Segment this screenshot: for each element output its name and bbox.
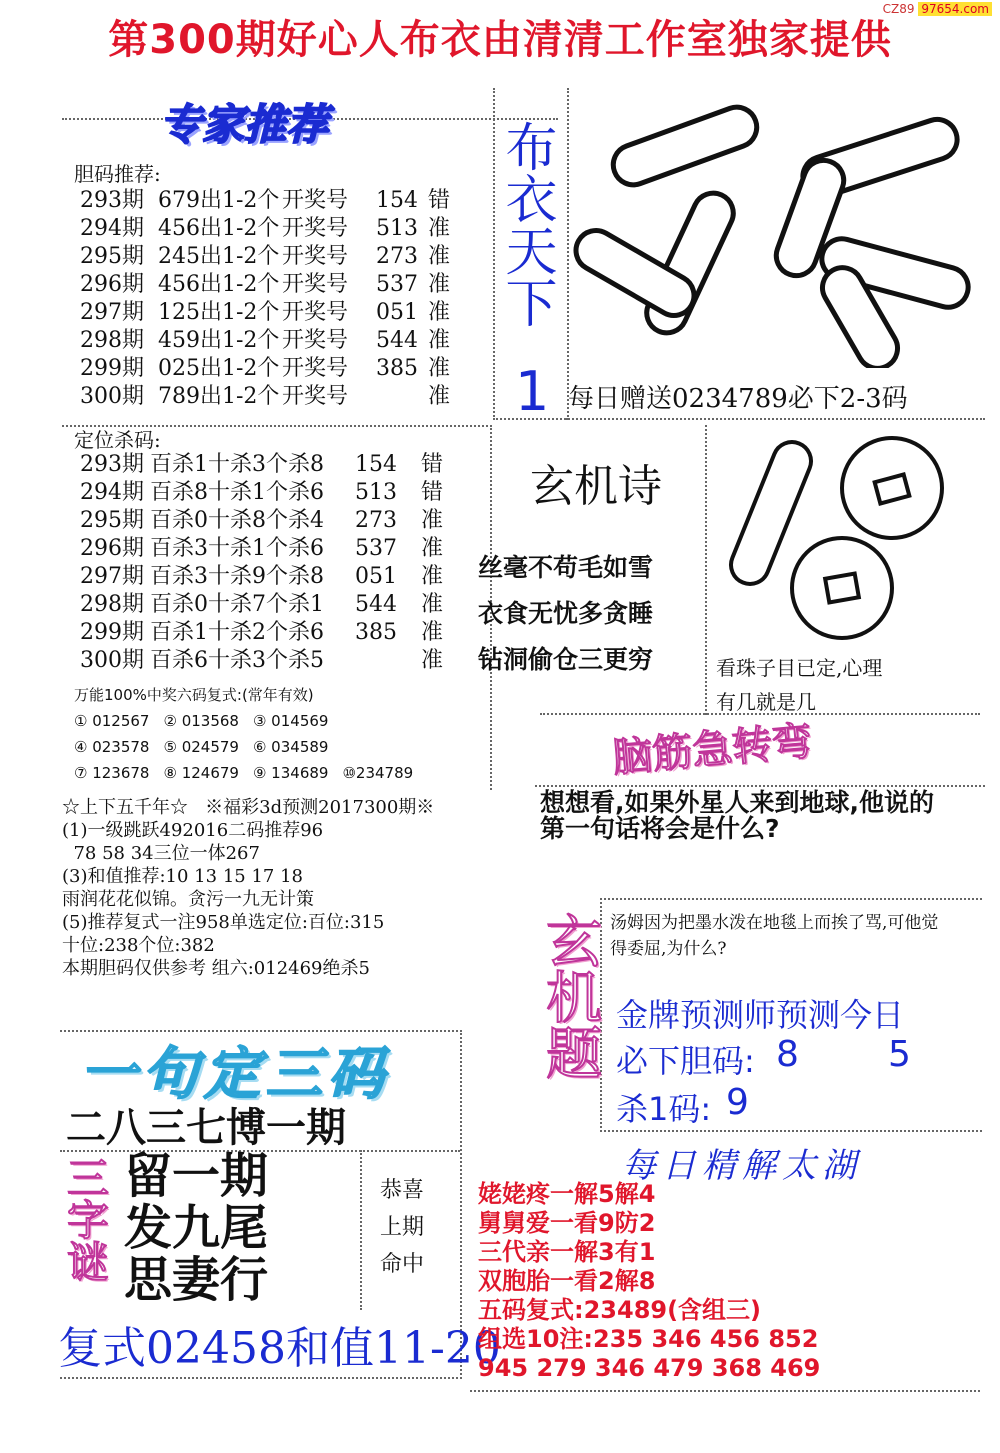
dan-verdict: 准: [428, 216, 451, 241]
history-line: (3)和值推荐:10 13 15 17 18: [62, 866, 303, 887]
watermark-site: 97654.com: [918, 2, 992, 16]
dan-label: 开奖号: [282, 188, 349, 213]
kill-row: [80, 535, 490, 563]
riddle-line: 思妻行: [124, 1252, 269, 1308]
history-line: 雨润花花似锦。贪污一九无计策: [62, 889, 314, 910]
dan-result: 154: [376, 188, 418, 213]
congrats-frame: [360, 1150, 362, 1310]
buyi-vertical-text: 布衣天下: [496, 120, 556, 328]
kill-pick: 百杀0十杀7个杀1: [150, 592, 324, 617]
kill-result: 544: [355, 592, 397, 617]
dan-verdict: 准: [428, 300, 451, 325]
riddle-vertical-heading: 玄机题: [537, 912, 602, 1080]
kill-result: 273: [355, 508, 397, 533]
combo-item: ③ 014569: [252, 712, 329, 730]
oneline-phrase: 二八三七博一期: [66, 1105, 346, 1151]
dan-label: 开奖号: [282, 356, 349, 381]
taihu-line: 姥姥疼一解5解4: [478, 1180, 656, 1208]
congrats-line: 命中: [380, 1252, 425, 1277]
poem-heading: 玄机诗: [530, 461, 662, 512]
dan-result: 385: [376, 356, 418, 381]
dan-period: 295期: [80, 244, 144, 269]
combo-item: ⑨ 134689: [252, 764, 329, 782]
kill-period: 293期: [80, 452, 144, 477]
dan-row: [80, 327, 480, 355]
dan-verdict: 准: [428, 272, 451, 297]
dan-result: 513: [376, 216, 418, 241]
dan-label: 开奖号: [282, 216, 349, 241]
history-line: 78 58 34三位一体267: [62, 843, 260, 864]
gift-underline: [565, 418, 985, 420]
kill-pick: 百杀3十杀9个杀8: [150, 564, 324, 589]
dan-period: 296期: [80, 272, 144, 297]
kill-period: 298期: [80, 592, 144, 617]
dan-result: 273: [376, 244, 418, 269]
riddle-line: 留一期: [124, 1148, 269, 1204]
dan-label: 开奖号: [282, 300, 349, 325]
kill-period: 299期: [80, 620, 144, 645]
daily-gift: 每日赠送0234789必下2-3码: [568, 384, 908, 414]
combo-item: ⑦ 123678: [74, 764, 150, 782]
dan-row: [80, 187, 480, 215]
taihu-heading: 每日精解太湖: [622, 1146, 862, 1186]
dan-verdict: 错: [428, 188, 451, 213]
dan-verdict: 准: [428, 384, 451, 409]
dan-period: 298期: [80, 328, 144, 353]
riddle-line: 发九尾: [124, 1200, 269, 1256]
kill-row: [80, 591, 490, 619]
kill-verdict: 准: [421, 564, 444, 589]
dan-pick: 679出1-2个: [158, 188, 280, 213]
dan-row: [80, 299, 480, 327]
taihu-lines: [478, 1180, 820, 1383]
congrats-block: [380, 1172, 424, 1283]
dan-row: [80, 271, 480, 299]
dan-result: 544: [376, 328, 418, 353]
dan-label: 开奖号: [282, 384, 349, 409]
dan-pick: 245出1-2个: [158, 244, 280, 269]
kill-verdict: 错: [421, 452, 444, 477]
taihu-line: 舅舅爱一看9防2: [478, 1209, 656, 1237]
three-char-riddles: [124, 1150, 268, 1306]
kill-row: [80, 563, 490, 591]
dan-row: [80, 243, 480, 271]
must-value-a: 8: [776, 1034, 799, 1075]
combo-item: ⑩234789: [342, 764, 414, 782]
dan-pick: 456出1-2个: [158, 272, 280, 297]
combo-label: 万能100%中奖六码复式:(常年有效): [74, 686, 314, 704]
kill-result: [355, 647, 421, 675]
dan-pick: 125出1-2个: [158, 300, 280, 325]
dan-period: 300期: [80, 384, 144, 409]
taihu-line: 双胞胎一看2解8: [478, 1267, 656, 1295]
combo-row: [74, 734, 413, 760]
poem-lines: [478, 545, 653, 683]
dan-label: 开奖号: [282, 272, 349, 297]
history-line: ☆上下五千年☆ ※福彩3d预测2017300期※: [62, 797, 435, 818]
kill-period: 300期: [80, 648, 144, 673]
kill-period: 297期: [80, 564, 144, 589]
history-line: (5)推荐复式一注958单选定位:百位:315: [62, 912, 385, 933]
combo-item: ⑥ 034589: [252, 738, 329, 756]
oneline-heading: 一句定三码: [80, 1042, 390, 1107]
oneline-bottom: 复式02458和值11-20: [58, 1323, 501, 1374]
kill-pick: 百杀0十杀8个杀4: [150, 508, 324, 533]
combo-item: ⑤ 024579: [163, 738, 239, 756]
kill-verdict: 准: [421, 536, 444, 561]
kill-result: 385: [355, 620, 397, 645]
combo-item: ④ 023578: [74, 738, 150, 756]
brain-box: [535, 785, 985, 787]
riddle-kill-value: 9: [726, 1082, 749, 1123]
dan-result: 537: [376, 272, 418, 297]
taihu-frame: [470, 1390, 980, 1392]
gold-title: 金牌预测师预测今日: [616, 996, 905, 1034]
congrats-line: 上期: [380, 1215, 425, 1240]
kill-row: [80, 647, 490, 675]
dan-row: [80, 215, 480, 243]
kill-label: 定位杀码:: [74, 428, 161, 452]
dan-pick: 459出1-2个: [158, 328, 280, 353]
combo-item: ② 013568: [163, 712, 239, 730]
kill-period: 296期: [80, 536, 144, 561]
kill-pick: 百杀1十杀2个杀6: [150, 620, 324, 645]
page-title: 第300期好心人布衣由清清工作室独家提供: [108, 17, 892, 63]
history-line: 十位:238个位:382: [62, 935, 215, 956]
kill-pick: 百杀8十杀1个杀6: [150, 480, 324, 505]
watermark: [883, 2, 992, 16]
dan-period: 294期: [80, 216, 144, 241]
combo-list: [74, 708, 413, 786]
kill-result: 154: [355, 452, 397, 477]
dan-label: 胆码推荐:: [74, 162, 161, 186]
dan-pick: 789出1-2个: [158, 384, 280, 409]
must-label: 必下胆码:: [616, 1042, 755, 1080]
kill-row: [80, 619, 490, 647]
kill-row: [80, 451, 490, 479]
kill-pick: 百杀1十杀3个杀8: [150, 452, 324, 477]
poem-line: 衣食无忧多贪睡: [478, 599, 654, 628]
taihu-line: 五码复式:23489(含组三): [478, 1296, 762, 1324]
combo-row: [74, 708, 413, 734]
brain-question: 想想看,如果外星人来到地球,他说的第一句话将会是什么?: [540, 788, 934, 843]
dan-row: [80, 383, 480, 411]
kill-pick: 百杀3十杀1个杀6: [150, 536, 324, 561]
coin-caption-1: 看珠子目已定,心理: [716, 656, 883, 680]
dan-result: 051: [376, 300, 418, 325]
kill-result: 513: [355, 480, 397, 505]
coins-art: [712, 428, 982, 648]
big-digits-art: [570, 78, 980, 368]
buyi-number: 1: [515, 360, 550, 423]
riddle-question: 汤姆因为把墨水泼在地毯上而挨了骂,可他觉得委屈,为什么?: [610, 913, 939, 959]
dan-verdict: 准: [428, 244, 451, 269]
taihu-line: 945 279 346 479 368 469: [478, 1354, 821, 1382]
combo-row: [74, 760, 413, 786]
combo-item: ⑧ 124679: [163, 764, 239, 782]
dan-label: 开奖号: [282, 244, 349, 269]
history-line: (1)一级跳跃492016二码推荐96: [62, 820, 324, 841]
kill-table: [80, 451, 490, 675]
kill-pick: 百杀6十杀3个杀5: [150, 648, 324, 673]
dan-row: [80, 355, 480, 383]
kill-verdict: 准: [421, 620, 444, 645]
kill-period: 295期: [80, 508, 144, 533]
poem-line: 钻洞偷仓三更穷: [478, 645, 654, 674]
must-value-b: 5: [888, 1034, 911, 1075]
dan-pick: 456出1-2个: [158, 216, 280, 241]
kill-verdict: 准: [421, 648, 444, 673]
history-block: [62, 796, 502, 980]
kill-verdict: 错: [421, 480, 444, 505]
taihu-line: 三代亲一解3有1: [478, 1238, 656, 1266]
dan-verdict: 准: [428, 356, 451, 381]
watermark-code: CZ89: [882, 2, 915, 16]
kill-result: 537: [355, 536, 397, 561]
brain-heading: 脑筋急转弯: [610, 718, 814, 782]
dan-period: 297期: [80, 300, 144, 325]
dan-label: 开奖号: [282, 328, 349, 353]
dan-period: 299期: [80, 356, 144, 381]
coin-caption-2: 有几就是几: [716, 690, 816, 714]
combo-item: ① 012567: [74, 712, 150, 730]
kill-period: 294期: [80, 480, 144, 505]
dan-verdict: 准: [428, 328, 451, 353]
dan-result: [376, 383, 428, 411]
kill-result: 051: [355, 564, 397, 589]
poem-line: 丝毫不苟毛如雪: [478, 553, 654, 582]
congrats-line: 恭喜: [380, 1178, 425, 1203]
kill-row: [80, 507, 490, 535]
riddle-kill-label: 杀1码:: [616, 1090, 712, 1128]
kill-verdict: 准: [421, 592, 444, 617]
dan-period: 293期: [80, 188, 144, 213]
taihu-line: 组选10注:235 346 456 852: [478, 1325, 819, 1353]
kill-verdict: 准: [421, 508, 444, 533]
dan-pick: 025出1-2个: [158, 356, 280, 381]
kill-row: [80, 479, 490, 507]
expert-heading: 专家推荐: [160, 100, 329, 149]
history-line: 本期胆码仅供参考 组六:012469绝杀5: [62, 958, 370, 979]
coin-frame: [705, 425, 707, 715]
three-char-label: 三字谜: [61, 1156, 110, 1282]
dan-table: [80, 187, 480, 411]
